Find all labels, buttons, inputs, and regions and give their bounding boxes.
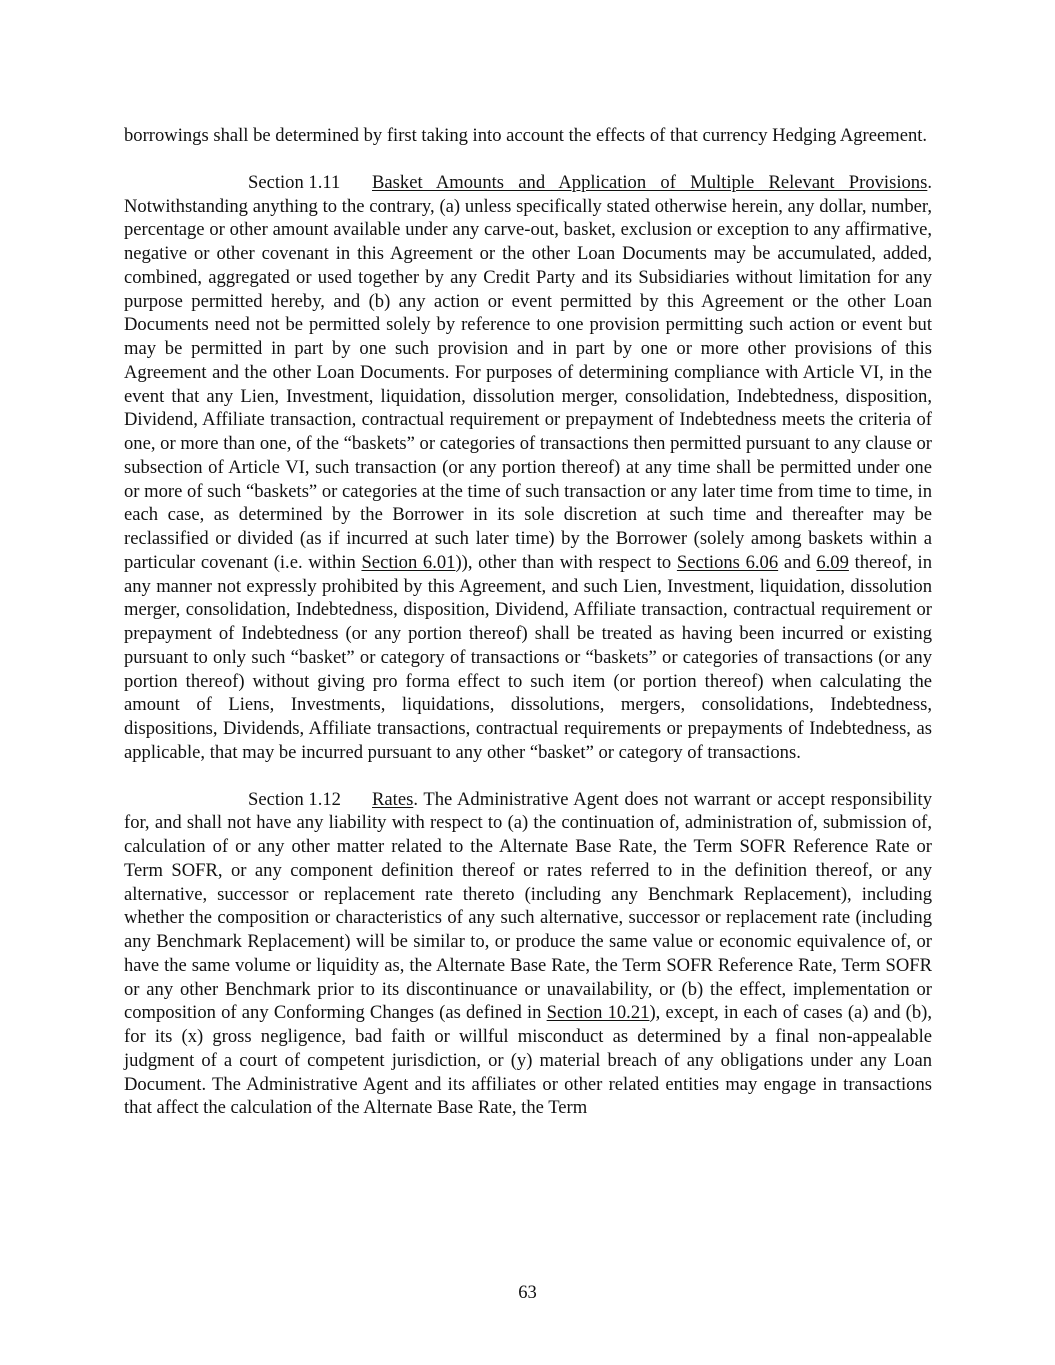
section-1-11-body-2: )), other than with respect to [455,551,677,573]
section-1-12-body-1: The Administrative Agent does not warrant or accept responsibility for, and shall not have any liability with respect to (a) the continuation of, administration of, submission of, calculation of or any other matter related to the Alternate Base Rate, the Term SOFR Reference Rate or Term SOFR, or any component definition thereof or rates referred to in the definition thereof, or any alternative, successor or replacement rate thereto (including any Benchmark Replacement), including whether the composition or characteristics of any such alternative, successor or replacement rate (including any Benchmark Replacement) will be similar to, or produce the same value or economic equivalence of, or have the same volume or liquidity as, the Alternate Base Rate, the Term SOFR Reference Rate, Term SOFR or any other Benchmark prior to its discontinuance or unavailability, or (b) the effect, implementation or composition of any Conforming Changes (as defined in [124,788,932,1024]
document-page [124,124,932,1120]
section-1-12-heading-period: . [413,788,418,810]
section-1-11-heading-period: . [927,171,932,193]
section-1-11-heading: Basket Amounts and Application of Multiple Relevant Provisions [372,171,928,193]
section-1-11-paragraph [124,171,932,765]
section-6-09-reference: 6.09 [816,551,849,573]
section-6-01-reference: Section 6.01 [361,551,456,573]
continuation-text: borrowings shall be determined by first taking into account the effects of that currency Hedging Agreement. [124,125,928,146]
section-1-12-number: Section 1.12 [248,788,341,810]
section-1-11-number: Section 1.11 [248,171,341,193]
section-1-12-paragraph [124,788,932,1121]
section-10-21-reference: Section 10.21 [546,1002,650,1024]
section-1-12-body-2: ), except, in each of cases (a) and (b), for its (x) gross negligence, bad faith or willful misconduct as determined by a final non-appealable judgment of a court of competent jurisdiction, or (y) material breach of any obligations under any Loan Document. The Administrative Agent and its affiliates or other related entities may engage in transactions that affect the calculation of the Alternate Base Rate, the Term [124,1002,933,1119]
continuation-paragraph [124,124,932,148]
section-1-11-body-3: and [778,551,817,573]
page-number: 63 [518,1282,537,1303]
section-1-12-heading: Rates [372,788,414,810]
sections-6-06-reference: Sections 6.06 [676,551,779,573]
section-1-11-body-1: Notwithstanding anything to the contrary, (a) unless specifically stated otherwise herein, any dollar, number, percentage or other amount available under any carve-out, basket, exclusion or exception to any affirmative, negative or other covenant in this Agreement or the other Loan Documents may be accumulated, added, combined, aggregated or used together by any Credit Party and its Subsidiaries without limitation for any purpose permitted hereby, and (b) any action or event permitted by this Agreement or the other Loan Documents need not be permitted solely by reference to one provision permitting such action or event but may be permitted in part by one such provision and in part by one or more other provisions of this Agreement and the other Loan Documents. For purposes of determining compliance with Article VI, in the event that any Lien, Investment, liquidation, dissolution merger, consolidation, Indebtedness, disposition, Dividend, Affiliate transaction, contractual requirement or prepayment of Indebtedness meets the criteria of one, or more than one, of the “baskets” or categories of transactions then permitted pursuant to any clause or subsection of Article VI, such transaction (or any portion thereof) at any time shall be permitted under one or more of such “baskets” or categories at the time of such transaction or any later time from time to time, in each case, as determined by the Borrower in its sole discretion at such time and thereafter may be reclassified or divided (as if incurred at such later time) by the Borrower (solely among baskets within a particular covenant (i.e. within [124,195,932,573]
section-1-11-body-4: thereof, in any manner not expressly prohibited by this Agreement, and such Lien, Investment, liquidation, dissolution merger, consolidation, Indebtedness, disposition, Dividend, Affiliate transaction, contractual requirement or prepayment of Indebtedness (or any portion thereof) shall be treated as having been incurred or existing pursuant to only such “basket” or category of transactions or “baskets” or categories of transactions (or any portion thereof) without giving pro forma effect to such item (or portion thereof) when calculating the amount of Liens, Investments, liquidations, dissolutions, mergers, consolidations, Indebtedness, dispositions, Dividends, Affiliate transactions, contractual requirements or prepayments of Indebtedness, as applicable, that may be incurred pursuant to any other “basket” or category of transactions. [124,551,932,763]
